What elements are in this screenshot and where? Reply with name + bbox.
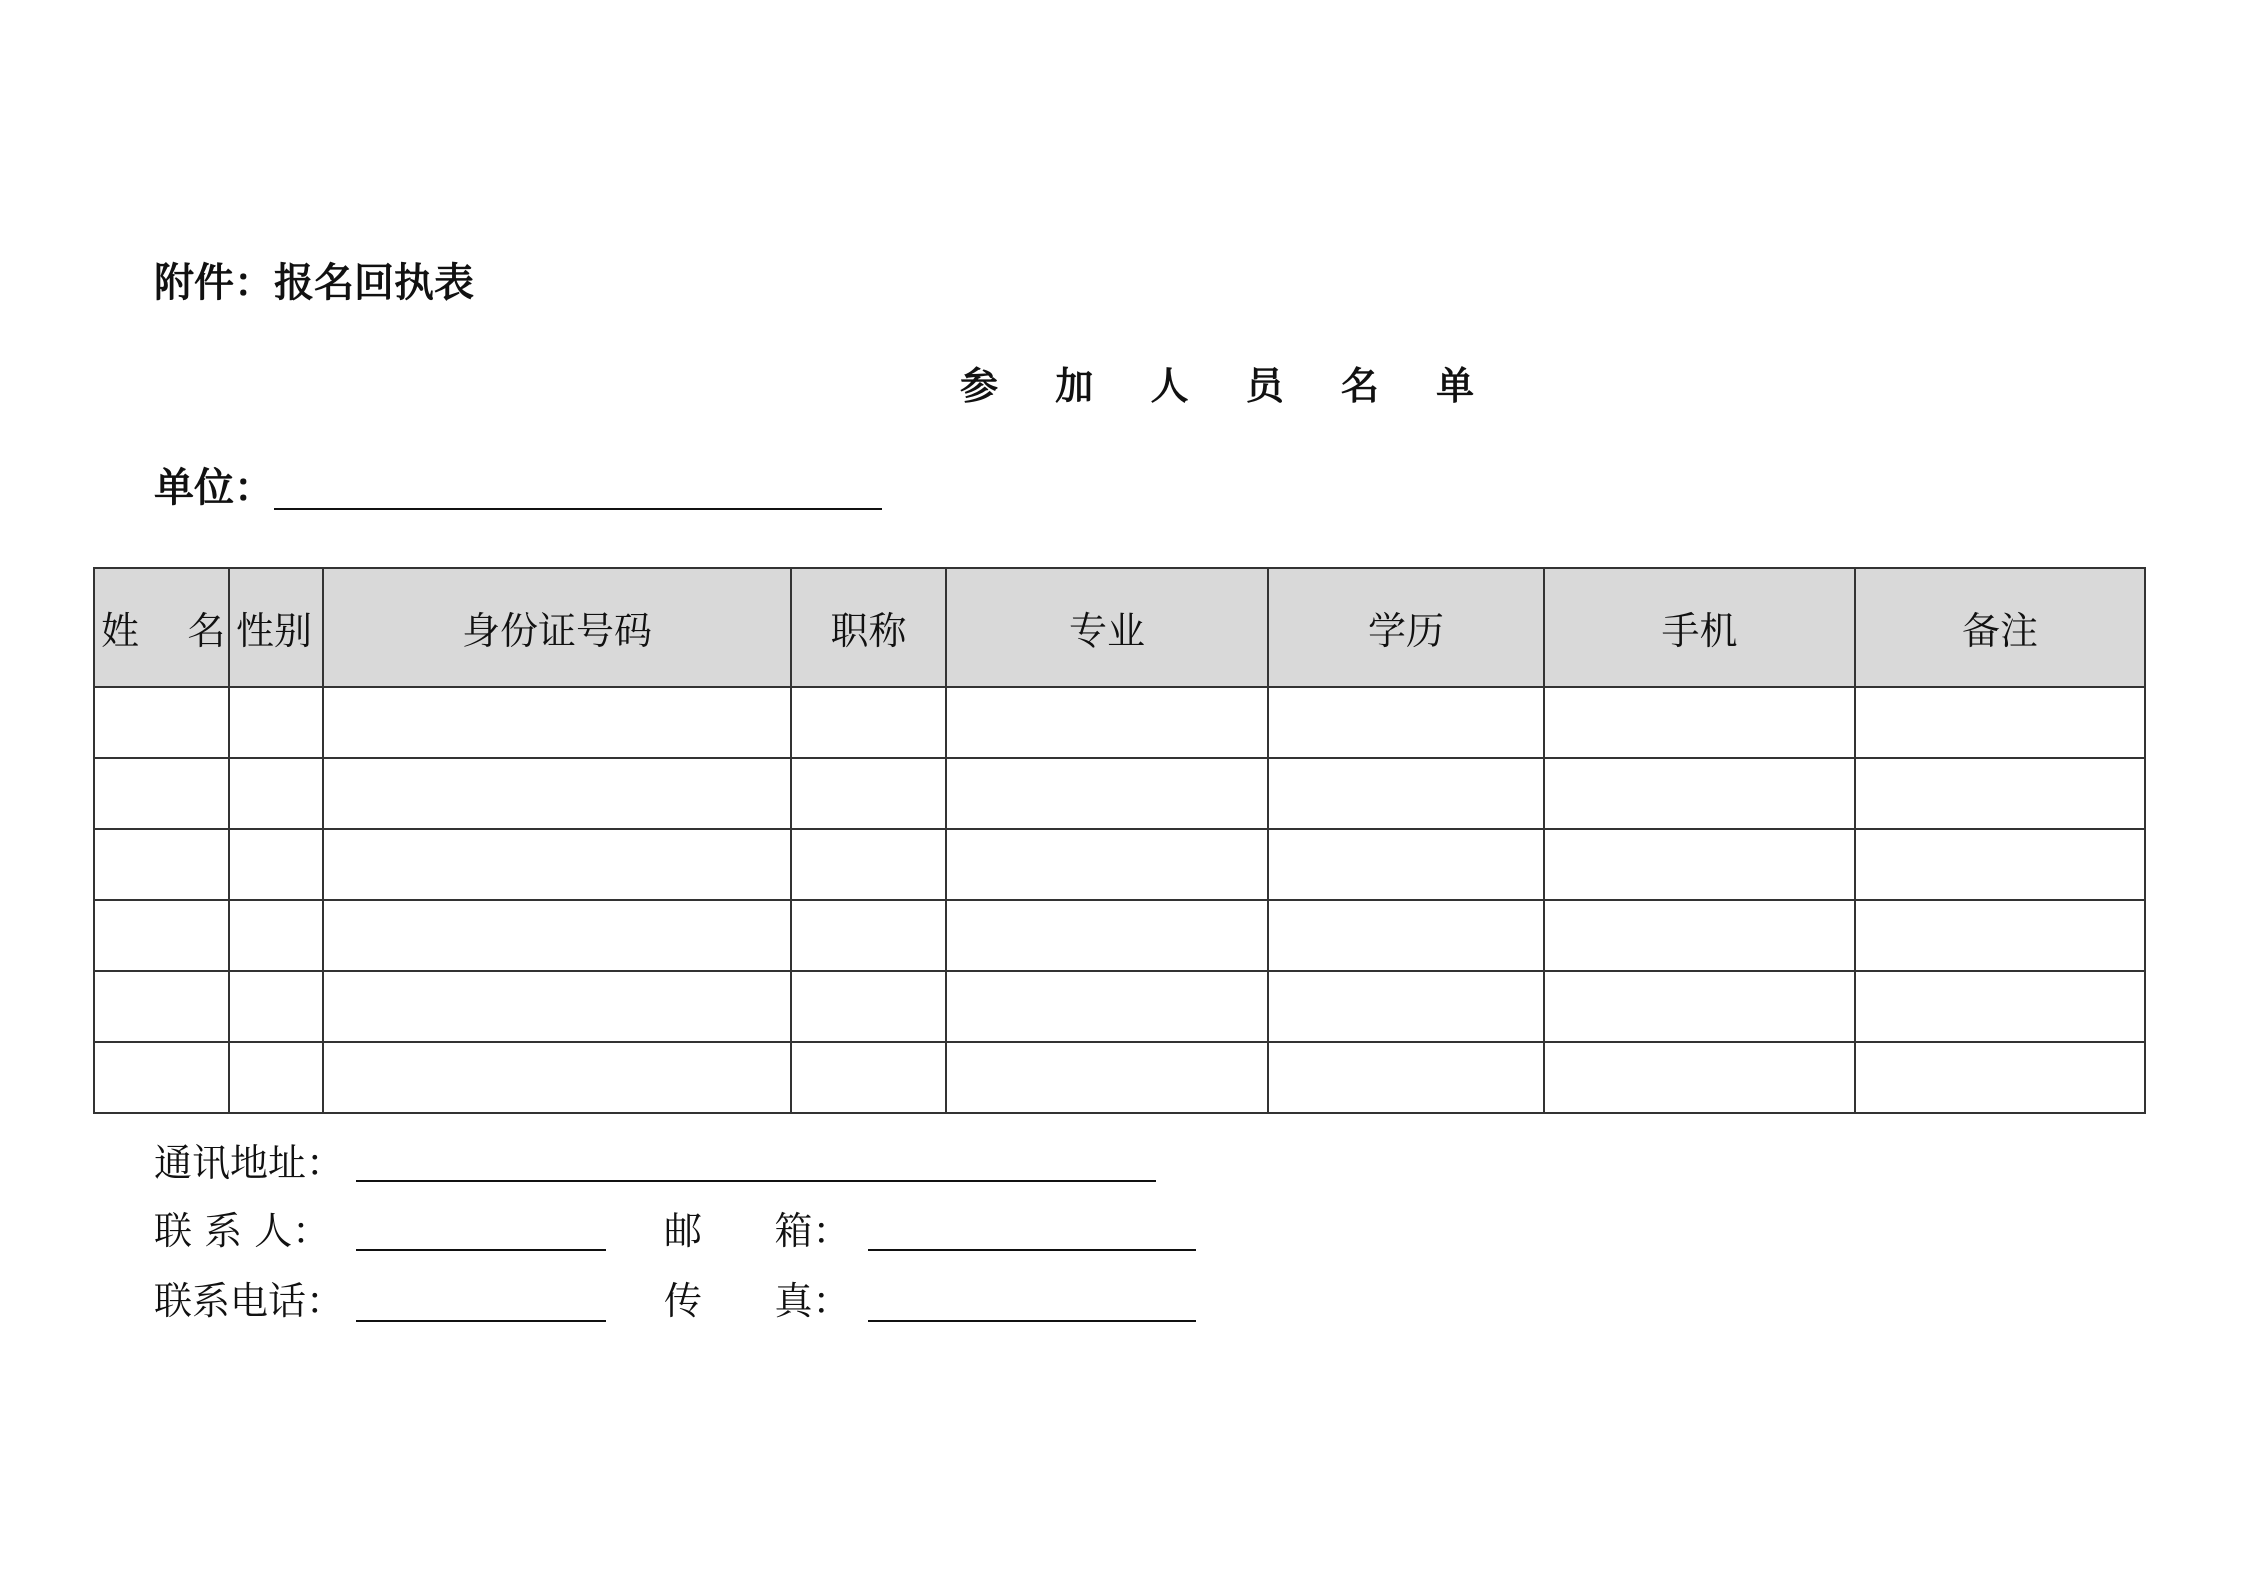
table-cell[interactable]	[1544, 687, 1855, 758]
table-cell[interactable]	[1855, 758, 2145, 829]
table-cell[interactable]	[1268, 687, 1544, 758]
address-input-line[interactable]	[356, 1180, 1156, 1182]
table-row	[94, 829, 2145, 900]
table-row	[94, 900, 2145, 971]
table-cell[interactable]	[1544, 1042, 1855, 1113]
table-cell[interactable]	[94, 687, 229, 758]
table-row	[94, 1042, 2145, 1113]
email-input-line[interactable]	[868, 1249, 1196, 1251]
table-cell[interactable]	[946, 1042, 1268, 1113]
table-cell[interactable]	[1855, 687, 2145, 758]
table-cell[interactable]	[1268, 758, 1544, 829]
table-cell[interactable]	[946, 971, 1268, 1042]
table-cell[interactable]	[229, 1042, 323, 1113]
table-cell[interactable]	[323, 687, 791, 758]
table-cell[interactable]	[946, 829, 1268, 900]
table-row	[94, 758, 2145, 829]
table-cell[interactable]	[1268, 971, 1544, 1042]
table-cell[interactable]	[1855, 1042, 2145, 1113]
table-cell[interactable]	[229, 900, 323, 971]
header-gender: 性别	[229, 568, 323, 687]
table-cell[interactable]	[1855, 971, 2145, 1042]
table-cell[interactable]	[229, 687, 323, 758]
participant-table	[93, 567, 2146, 1114]
table-cell[interactable]	[1855, 900, 2145, 971]
email-label: 邮 箱：	[664, 1209, 851, 1253]
table-cell[interactable]	[94, 900, 229, 971]
contact-input-line[interactable]	[356, 1249, 606, 1251]
header-major: 专业	[946, 568, 1268, 687]
header-remarks: 备注	[1855, 568, 2145, 687]
table-cell[interactable]	[1268, 900, 1544, 971]
header-name: 姓 名	[94, 568, 229, 687]
table-cell[interactable]	[323, 971, 791, 1042]
table-cell[interactable]	[791, 758, 946, 829]
unit-input-line[interactable]	[274, 508, 882, 510]
table-cell[interactable]	[1544, 971, 1855, 1042]
table-cell[interactable]	[946, 758, 1268, 829]
table-cell[interactable]	[229, 829, 323, 900]
address-label: 通讯地址：	[154, 1141, 345, 1185]
header-id-number: 身份证号码	[323, 568, 791, 687]
table-cell[interactable]	[791, 687, 946, 758]
table-cell[interactable]	[94, 1042, 229, 1113]
table-cell[interactable]	[1544, 900, 1855, 971]
table-cell[interactable]	[791, 829, 946, 900]
table-cell[interactable]	[323, 758, 791, 829]
phone-label: 联系电话：	[154, 1279, 345, 1323]
table-cell[interactable]	[1268, 829, 1544, 900]
table-cell[interactable]	[1855, 829, 2145, 900]
table-cell[interactable]	[94, 971, 229, 1042]
table-cell[interactable]	[791, 971, 946, 1042]
fax-label: 传 真：	[664, 1279, 851, 1323]
table-row	[94, 971, 2145, 1042]
contact-label: 联 系 人：	[154, 1209, 331, 1253]
document-title: 参 加 人 员 名 单	[960, 363, 1497, 408]
table-cell[interactable]	[323, 829, 791, 900]
table-header-row	[94, 568, 2145, 687]
table-cell[interactable]	[946, 900, 1268, 971]
table-cell[interactable]	[791, 900, 946, 971]
table-cell[interactable]	[1544, 758, 1855, 829]
table-cell[interactable]	[791, 1042, 946, 1113]
phone-input-line[interactable]	[356, 1320, 606, 1322]
header-mobile: 手机	[1544, 568, 1855, 687]
fax-input-line[interactable]	[868, 1320, 1196, 1322]
table-cell[interactable]	[1268, 1042, 1544, 1113]
unit-label: 单位：	[154, 464, 274, 511]
header-title: 职称	[791, 568, 946, 687]
table-cell[interactable]	[94, 758, 229, 829]
header-education: 学历	[1268, 568, 1544, 687]
table-cell[interactable]	[323, 1042, 791, 1113]
table-cell[interactable]	[1544, 829, 1855, 900]
table-cell[interactable]	[229, 758, 323, 829]
attachment-heading: 附件：报名回执表	[154, 259, 474, 306]
table-cell[interactable]	[946, 687, 1268, 758]
table-body	[94, 687, 2145, 1113]
table-cell[interactable]	[229, 971, 323, 1042]
table-cell[interactable]	[323, 900, 791, 971]
table-row	[94, 687, 2145, 758]
table-cell[interactable]	[94, 829, 229, 900]
